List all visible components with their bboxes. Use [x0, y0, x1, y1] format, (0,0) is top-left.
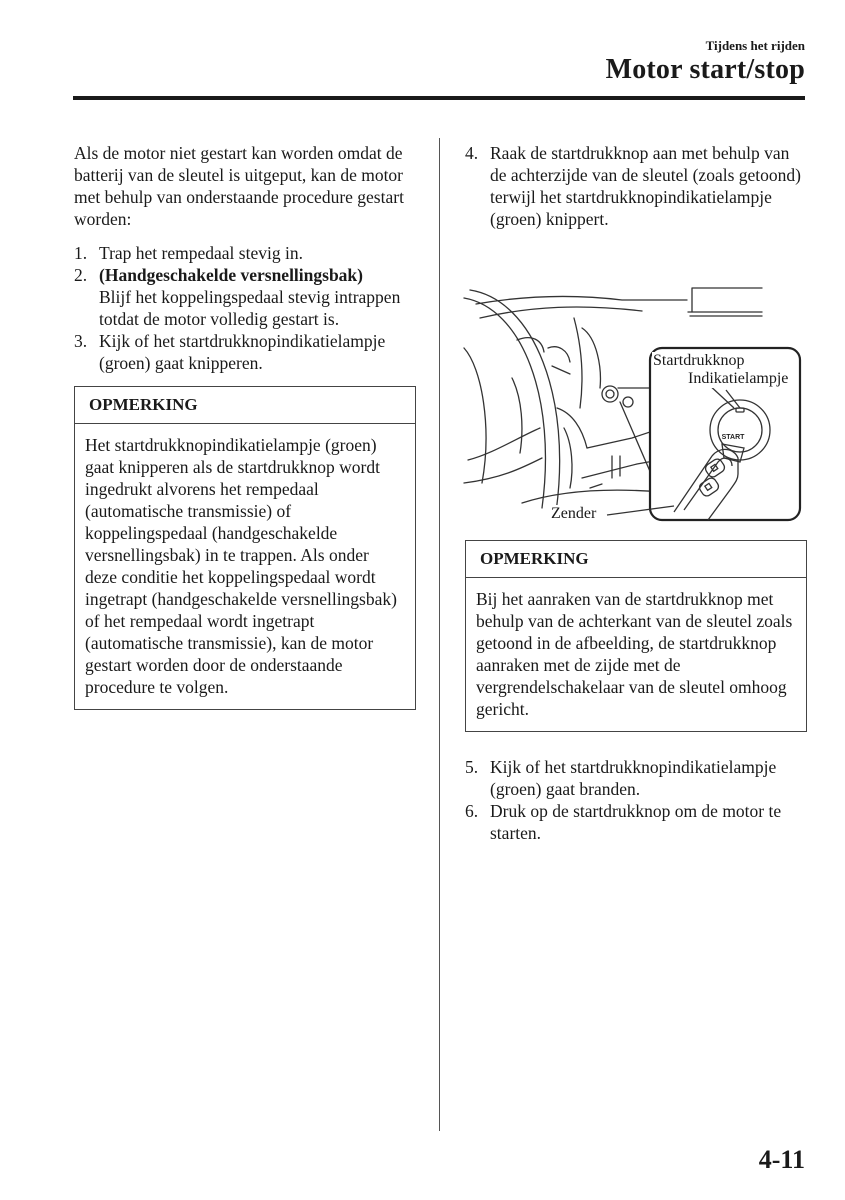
right-column-lower — [465, 540, 807, 844]
step-text: Kijk of het startdrukknopindikatielampje (groen) gaat branden. — [490, 757, 777, 799]
note-text: Het startdrukknopindikatielampje (groen) gaat knipperen als de startdrukknop wordt ingedrukt alvorens het rempedaal (automatische transmissie) of koppelingspedaal (handgeschakelde versnellingsbak) in te trappen. Als onder deze conditie het koppelingspedaal wordt ingetrapt (handgeschakelde versnellingsbak) of het rempedaal wordt ingetrapt (automatische transmissie), kan de motor gestart worden door de onderstaande procedure te volgen. — [85, 435, 397, 697]
steps-list-right — [465, 756, 807, 844]
step-text: Raak de startdrukknop aan met behulp van de achterzijde van de sleutel (zoals getoond) terwijl het startdrukknopindikatielampje (groen) knippert. — [490, 143, 801, 229]
list-item — [465, 756, 807, 800]
step-number: 5. — [465, 757, 479, 777]
steps-list-step4 — [465, 142, 807, 230]
header-section: Tijdens het rijden — [705, 38, 805, 53]
note-box-right — [465, 540, 807, 732]
note-heading: OPMERKING — [75, 387, 415, 424]
label-startdrukknop: Startdrukknop — [653, 352, 745, 369]
list-item — [465, 800, 807, 844]
left-column — [74, 142, 416, 710]
steps-list-left — [74, 242, 416, 374]
list-item — [465, 142, 807, 230]
step-text: Blijf het koppelingspedaal stevig intrappen totdat de motor volledig gestart is. — [99, 287, 401, 329]
intro-paragraph: Als de motor niet gestart kan worden omdat de batterij van de sleutel is uitgeput, kan de motor met behulp van onderstaande procedure gestart worden: — [74, 143, 404, 229]
page-title: Motor start/stop — [605, 54, 805, 85]
step-number: 6. — [465, 801, 479, 821]
step-number: 1. — [74, 243, 88, 263]
step-text: Trap het rempedaal stevig in. — [99, 243, 303, 263]
label-indikatielampje: Indikatielampje — [688, 370, 789, 387]
header-rule — [73, 96, 805, 100]
right-column — [465, 142, 807, 230]
page-number: 4-11 — [758, 1145, 805, 1174]
step-text: Kijk of het startdrukknopindikatielampje (groen) gaat knipperen. — [99, 331, 386, 373]
step-text: Druk op de startdrukknop om de motor te starten. — [490, 801, 782, 843]
step-number: 4. — [465, 143, 479, 163]
list-item — [74, 242, 416, 264]
list-item — [74, 264, 416, 330]
note-heading: OPMERKING — [466, 541, 806, 578]
list-item — [74, 330, 416, 374]
note-text: Bij het aanraken van de startdrukknop met behulp van de achterkant van de sleutel zoals getoond in de afbeelding, de startdrukknop aanraken met de zijde met de vergrendelschakelaar van de sleutel omhoog gericht. — [476, 589, 793, 719]
start-button-text: START — [721, 434, 745, 441]
dashboard-illustration — [462, 278, 807, 525]
step-number: 3. — [74, 331, 88, 351]
note-box-left — [74, 386, 416, 710]
step-bold-heading: (Handgeschakelde versnellingsbak) — [99, 265, 363, 285]
label-zender: Zender — [551, 505, 597, 522]
step-number: 2. — [74, 265, 88, 285]
start-button-figure — [462, 278, 807, 525]
column-divider — [439, 138, 440, 1131]
